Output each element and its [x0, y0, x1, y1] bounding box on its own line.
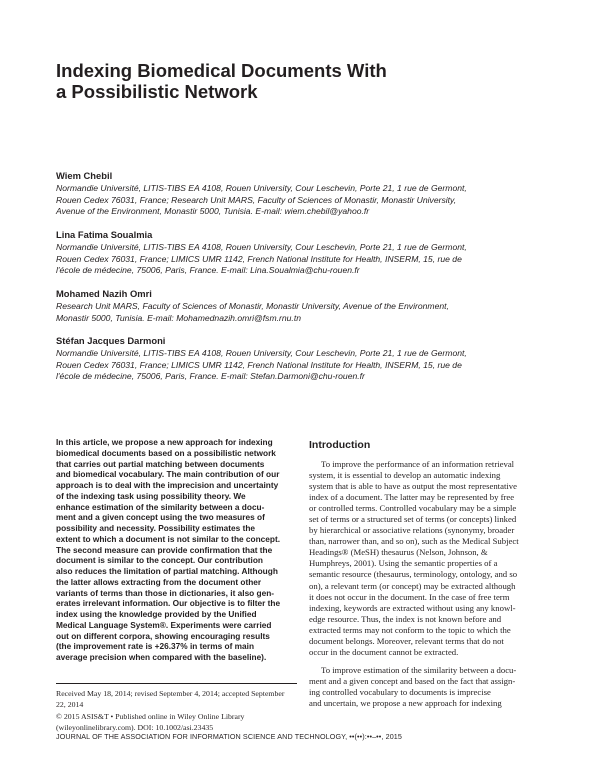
author-block-4: [56, 335, 556, 383]
body-line: or controlled terms. Controlled vocabulary may be a simple: [309, 503, 517, 514]
abstract-line: The second measure can provide confirmation that the: [56, 544, 273, 555]
abstract-line: the latter allows extracting from the document other: [56, 576, 262, 587]
abstract-line: index using the knowledge provided by the Unified: [56, 609, 257, 619]
author-affiliation: [56, 183, 556, 218]
body-line: system, it is essential to develop an automatic indexing: [309, 470, 501, 481]
received-note: [56, 689, 297, 710]
body-line: system that is able to have as output the most representative: [309, 481, 517, 492]
article-title: [56, 60, 536, 102]
abstract-line: (the improvement rate is +26.37% in terms of main: [56, 641, 255, 652]
author-block-2: [56, 229, 556, 277]
body-line: To improve estimation of the similarity between a docu-: [321, 665, 517, 675]
author-affiliation: [56, 242, 556, 277]
body-line: Humphreys, 2001). Using the semantic properties of a: [309, 558, 498, 569]
affiliation-line: l'école de médecine, 75006, Paris, France. E-mail: Lina.Soualmia@chu-rouen.fr: [56, 265, 360, 275]
body-line: than, narrower than, and so on), such as the Medical Subject: [309, 536, 519, 547]
section-heading-introduction: Introduction: [309, 439, 371, 451]
abstract-line: possibility and necessity. Possibility estimates the: [56, 523, 256, 533]
author-name: Mohamed Nazih Omri: [56, 288, 152, 299]
body-line: To improve the performance of an information retrieval: [321, 459, 515, 469]
body-line: semantic resource (thesaurus, terminology, ontology, and so: [309, 569, 518, 580]
body-line: and uncertain, we propose a new approach for indexing: [309, 698, 502, 709]
abstract-line: Medical Language System®. Experiments were carried: [56, 619, 272, 630]
body-line: index of a document. The latter may be represented by free: [309, 492, 515, 503]
author-name: Stéfan Jacques Darmoni: [56, 335, 166, 346]
author-affiliation: [56, 348, 556, 383]
affiliation-line: Normandie Université, LITIS-TIBS EA 4108, Rouen University, Cour Leschevin, Porte 21, 1 rue de Germont,: [56, 348, 467, 358]
author-block-1: [56, 170, 556, 218]
abstract-line: average precision when compared with the baseline).: [56, 652, 267, 662]
journal-footer: JOURNAL OF THE ASSOCIATION FOR INFORMATION SCIENCE AND TECHNOLOGY, ••(••):••–••, 2015: [56, 732, 402, 741]
copyright-note: [56, 712, 297, 733]
body-line: on), a relevant term (or concept) may be extracted although: [309, 580, 516, 591]
abstract-line: ment and a given concept using the two measures of: [56, 512, 265, 523]
author-affiliation: [56, 301, 556, 324]
affiliation-line: Normandie Université, LITIS-TIBS EA 4108, Rouen University, Cour Leschevin, Porte 21, 1 rue de Germont,: [56, 242, 467, 252]
abstract-line: enhance estimation of the similarity between a docu-: [56, 501, 265, 512]
abstract: [56, 437, 297, 663]
article-title-line-1: Indexing Biomedical Documents With: [56, 60, 387, 81]
abstract-line: variants of terms than those in dictionaries, it also gen-: [56, 587, 275, 598]
body-line: ing controlled vocabulary to documents is imprecise: [309, 687, 491, 698]
body-line: it does not occur in the document. In the case of free term: [309, 591, 510, 602]
affiliation-line: Monastir 5000, Tunisia. E-mail: Mohamednazih.omri@fsm.rnu.tn: [56, 312, 301, 323]
received-line: Received May 18, 2014; revised September 4, 2014; accepted September: [56, 689, 285, 698]
body-line: document belongs. Moreover, relevant terms that do not: [309, 635, 504, 646]
body-line: occur in the document cannot be extracted.: [309, 646, 459, 657]
body-line: edge resource. Thus, the index is not known before and: [309, 613, 502, 624]
author-name: Lina Fatima Soualmia: [56, 229, 153, 240]
abstract-line: of the indexing task using possibility theory. We: [56, 490, 246, 501]
abstract-line: that carries out partial matching between documents: [56, 458, 265, 469]
copyright-line: © 2015 ASIS&T • Published online in Wiley Online Library: [56, 712, 245, 721]
affiliation-line: Rouen Cedex 76031, France; LIMICS UMR 1142, French National Institute for Health, INSERM, 15, rue de: [56, 253, 462, 264]
abstract-line: erates irrelevant information. Our objective is to filter the: [56, 598, 281, 609]
received-line: 22, 2014: [56, 699, 84, 709]
article-title-line-2: a Possibilistic Network: [56, 81, 258, 102]
body-line: extracted terms may not conform to the topic to which the: [309, 624, 511, 635]
body-line: set of terms or a structured set of terms (or concepts) linked: [309, 514, 517, 525]
affiliation-line: Avenue of the Environment, Monastir 5000, Tunisia. E-mail: wiem.chebil@yahoo.fr: [56, 206, 370, 216]
abstract-line: biomedical documents based on a possibilistic network: [56, 447, 276, 458]
body-line: indexing, keywords are extracted without using any knowl-: [309, 602, 516, 613]
body-line: by hierarchical or associative relations (synonymy, broader: [309, 525, 515, 536]
author-name: Wiem Chebil: [56, 170, 113, 181]
abstract-line: out on different corpora, showing encouraging results: [56, 630, 270, 641]
copyright-line: (wileyonlinelibrary.com). DOI: 10.1002/asi.23435: [56, 722, 214, 732]
body-line: Headings® (MeSH) thesaurus (Nelson, Johnson, &: [309, 547, 488, 558]
abstract-line: In this article, we propose a new approach for indexing: [56, 437, 273, 447]
abstract-line: extent to which a document is not similar to the concept.: [56, 533, 281, 544]
footnote-divider: [56, 683, 297, 684]
abstract-line: and biomedical vocabulary. The main contribution of our: [56, 469, 280, 480]
abstract-line: also reduces the limitation of partial matching. Although: [56, 566, 278, 576]
abstract-line: approach is to deal with the imprecision and uncertainty: [56, 480, 279, 490]
affiliation-line: Research Unit MARS, Faculty of Sciences of Monastir, Monastir University, Avenue of the Environment,: [56, 301, 449, 311]
affiliation-line: Normandie Université, LITIS-TIBS EA 4108, Rouen University, Cour Leschevin, Porte 21, 1 rue de Germont,: [56, 183, 467, 193]
intro-paragraph-1: [309, 459, 548, 658]
affiliation-line: Rouen Cedex 76031, France; Research Unit MARS, Faculty of Sciences of Monastir, Monastir University,: [56, 194, 457, 205]
affiliation-line: Rouen Cedex 76031, France; LIMICS UMR 1142, French National Institute for Health, INSERM, 15, rue de: [56, 359, 462, 370]
abstract-line: document is similar to the concept. Our contribution: [56, 555, 263, 566]
affiliation-line: l'école de médecine, 75006, Paris, France. E-mail: Stefan.Darmoni@chu-rouen.fr: [56, 371, 365, 381]
author-block-3: [56, 288, 556, 324]
intro-paragraph-2: [309, 665, 548, 709]
body-line: ment and a given concept and based on the fact that assign-: [309, 676, 516, 687]
